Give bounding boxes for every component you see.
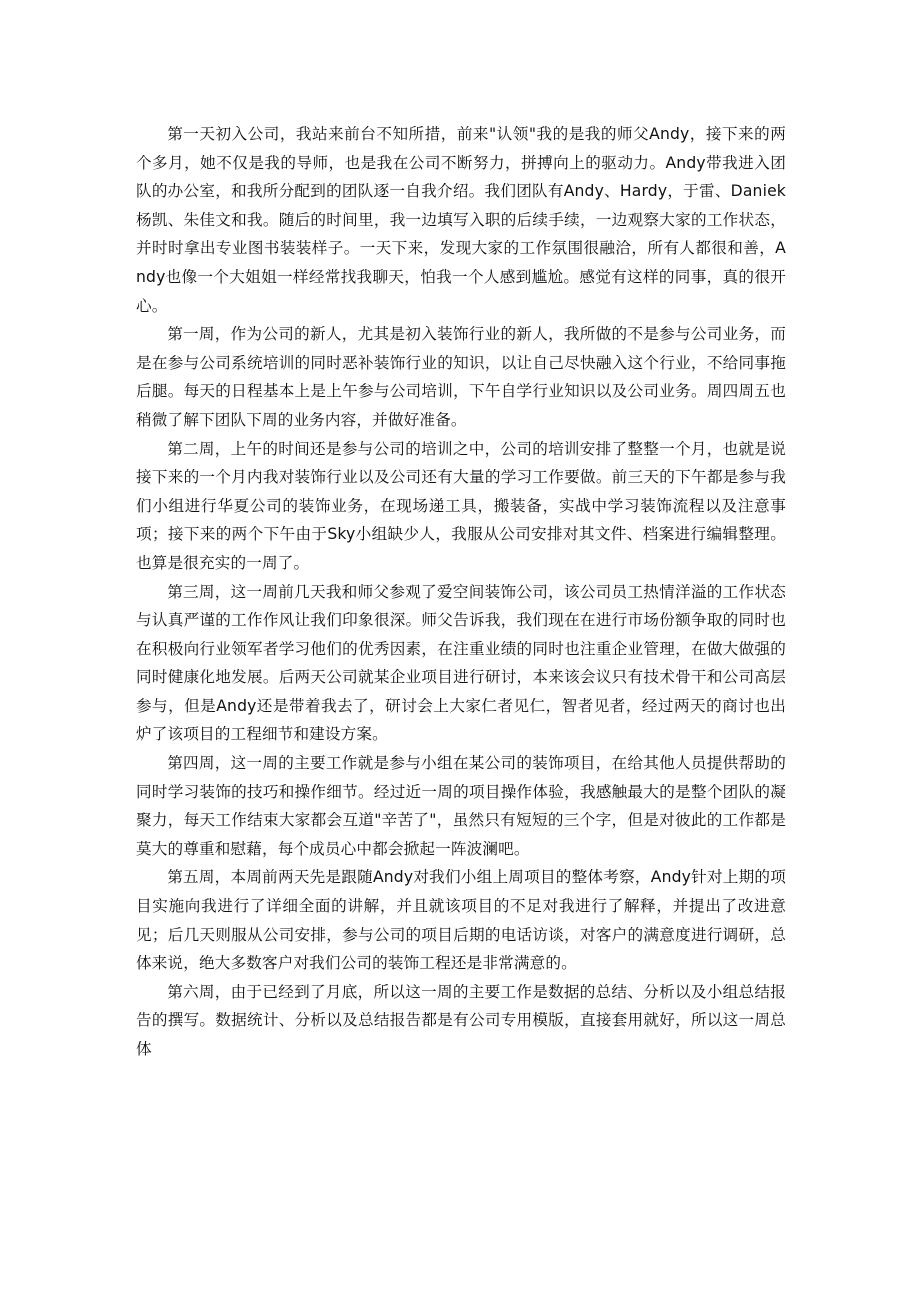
paragraph-week-two: 第二周，上午的时间还是参与公司的培训之中，公司的培训安排了整整一个月，也就是说接下来的一个月内我对装饰行业以及公司还有大量的学习工作要做。前三天的下午都是参与我们小组进行华夏公司的装饰业务，在现场递工具，搬装备，实战中学习装饰流程以及注意事项；接下来的两个下午由于Sky小组缺少人，我服从公司安排对其文件、档案进行编辑整理。也算是很充实的一周了。 [136,439,786,572]
paragraph-week-one: 第一周，作为公司的新人，尤其是初入装饰行业的新人，我所做的不是参与公司业务，而是在参与公司系统培训的同时恶补装饰行业的知识，以让自己尽快融入这个行业，不给同事拖后腿。每天的日程基本上是上午参与公司培训，下午自学行业知识以及公司业务。周四周五也稍微了解下团队下周的业务内容，并做好准备。 [136,325,786,429]
paragraph-week-six: 第六周，由于已经到了月底，所以这一周的主要工作是数据的总结、分析以及小组总结报告的撰写。数据统计、分析以及总结报告都是有公司专用模版，直接套用就好，所以这一周总体 [136,982,786,1058]
document-body [136,120,786,1064]
paragraph-week-five: 第五周，本周前两天先是跟随Andy对我们小组上周项目的整体考察，Andy针对上期的项目实施向我进行了详细全面的讲解，并且就该项目的不足对我进行了解释，并提出了改进意见；后几天则服从公司安排，参与公司的项目后期的电话访谈，对客户的满意度进行调研，总体来说，绝大多数客户对我们公司的装饰工程还是非常满意的。 [136,868,786,973]
paragraph-week-four: 第四周，这一周的主要工作就是参与小组在某公司的装饰项目，在给其他人员提供帮助的同时学习装饰的技巧和操作细节。经过近一周的项目操作体验，我感触最大的是整个团队的凝聚力，每天工作结束大家都会互道"辛苦了"，虽然只有短短的三个字，但是对彼此的工作都是莫大的尊重和慰藉，每个成员心中都会掀起一阵波澜吧。 [136,754,786,858]
paragraph-week-three: 第三周，这一周前几天我和师父参观了爱空间装饰公司，该公司员工热情洋溢的工作状态与认真严谨的工作作风让我们印象很深。师父告诉我，我们现在在进行市场份额争取的同时也在积极向行业领军者学习他们的优秀因素，在注重业绩的同时也注重企业管理，在做大做强的同时健康化地发展。后两天公司就某企业项目进行研讨，本来该会议只有技术骨干和公司高层参与，但是Andy还是带着我去了，研讨会上大家仁者见仁，智者见者，经过两天的商讨也出炉了该项目的工程细节和建设方案。 [136,582,786,744]
paragraph-day-one: 第一天初入公司，我站来前台不知所措，前来"认领"我的是我的师父Andy，接下来的两个多月，她不仅是我的导师，也是我在公司不断努力，拼搏向上的驱动力。Andy带我进入团队的办公室，和我所分配到的团队逐一自我介绍。我们团队有Andy、Hardy，于雷、Daniek杨凯、朱佳文和我。随后的时间里，我一边填写入职的后续手续，一边观察大家的工作状态，并时时拿出专业图书装装样子。一天下来，发现大家的工作氛围很融洽，所有人都很和善，Andy也像一个大姐姐一样经常找我聊天，怕我一个人感到尴尬。感觉有这样的同事，真的很开心。 [136,125,786,315]
